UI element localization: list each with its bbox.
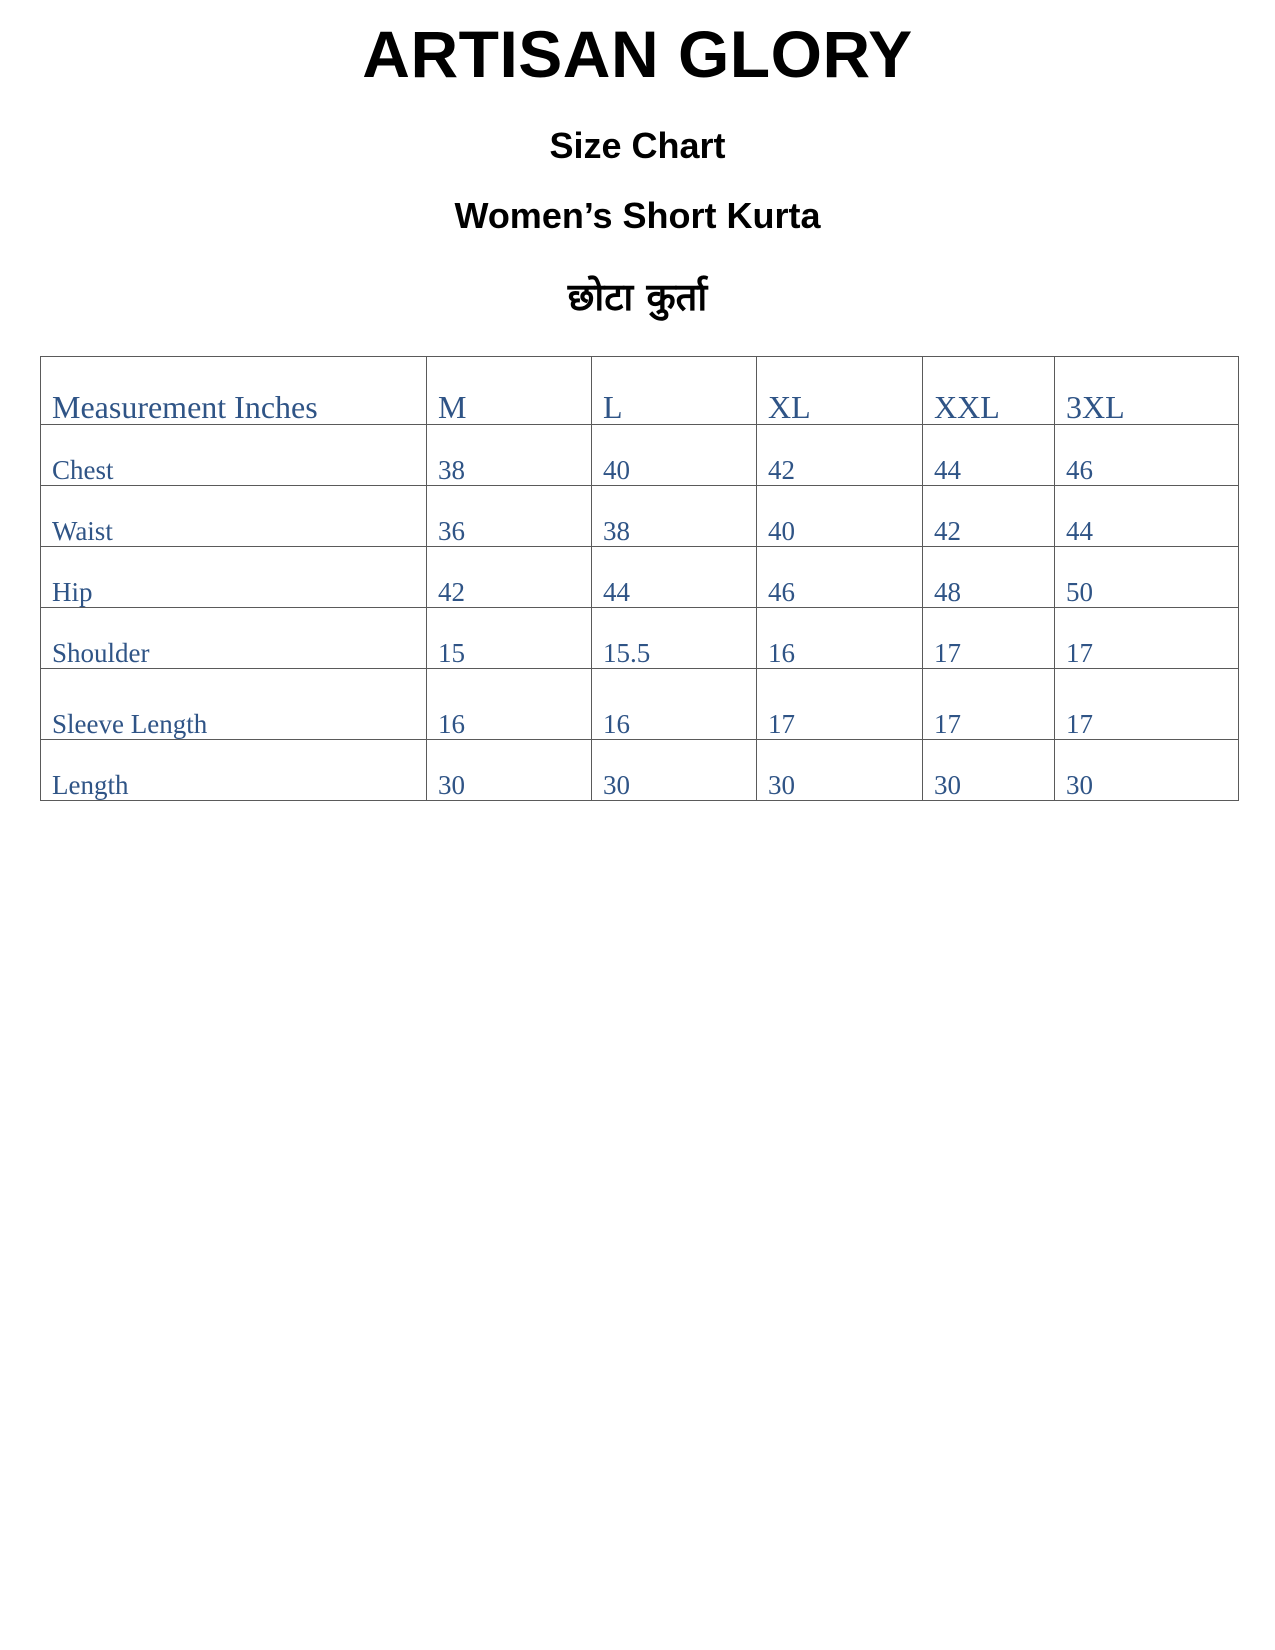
column-header-m: M (427, 357, 592, 425)
table-cell: 17 (1055, 669, 1239, 740)
row-label: Hip (41, 547, 427, 608)
table-cell: 40 (592, 425, 757, 486)
table-cell: 40 (757, 486, 923, 547)
table-header-row (41, 357, 1239, 425)
page-title: Size Chart (549, 125, 726, 166)
table-cell: 16 (757, 608, 923, 669)
table-cell: 16 (427, 669, 592, 740)
row-label: Waist (41, 486, 427, 547)
table-cell: 48 (923, 547, 1055, 608)
table-cell: 46 (1055, 425, 1239, 486)
table-cell: 42 (757, 425, 923, 486)
table-cell: 30 (427, 740, 592, 801)
table-cell: 30 (923, 740, 1055, 801)
column-header-xl: XL (757, 357, 923, 425)
row-label: Shoulder (41, 608, 427, 669)
table-cell: 17 (923, 608, 1055, 669)
table-row (41, 608, 1239, 669)
table-cell: 17 (923, 669, 1055, 740)
table-cell: 30 (592, 740, 757, 801)
table-cell: 16 (592, 669, 757, 740)
brand-title: ARTISAN GLORY (362, 17, 913, 91)
table-cell: 17 (757, 669, 923, 740)
row-label: Sleeve Length (41, 669, 427, 740)
table-cell: 44 (1055, 486, 1239, 547)
product-name-hindi: छोटा कुर्ता (567, 275, 708, 319)
table-row (41, 669, 1239, 740)
table-cell: 38 (427, 425, 592, 486)
row-label: Chest (41, 425, 427, 486)
table-row (41, 425, 1239, 486)
table-cell: 36 (427, 486, 592, 547)
table-cell: 50 (1055, 547, 1239, 608)
column-header-l: L (592, 357, 757, 425)
column-header-measurement: Measurement Inches (41, 357, 427, 425)
table-cell: 44 (592, 547, 757, 608)
table-row (41, 486, 1239, 547)
size-chart-table (40, 356, 1239, 801)
table-cell: 38 (592, 486, 757, 547)
column-header-3xl: 3XL (1055, 357, 1239, 425)
table-cell: 46 (757, 547, 923, 608)
product-name: Women’s Short Kurta (454, 195, 821, 236)
table-cell: 30 (1055, 740, 1239, 801)
table-cell: 42 (923, 486, 1055, 547)
table-cell: 17 (1055, 608, 1239, 669)
table-row (41, 547, 1239, 608)
table-cell: 15.5 (592, 608, 757, 669)
row-label: Length (41, 740, 427, 801)
table-row (41, 740, 1239, 801)
table-cell: 15 (427, 608, 592, 669)
table-cell: 44 (923, 425, 1055, 486)
table-cell: 30 (757, 740, 923, 801)
column-header-xxl: XXL (923, 357, 1055, 425)
table-cell: 42 (427, 547, 592, 608)
